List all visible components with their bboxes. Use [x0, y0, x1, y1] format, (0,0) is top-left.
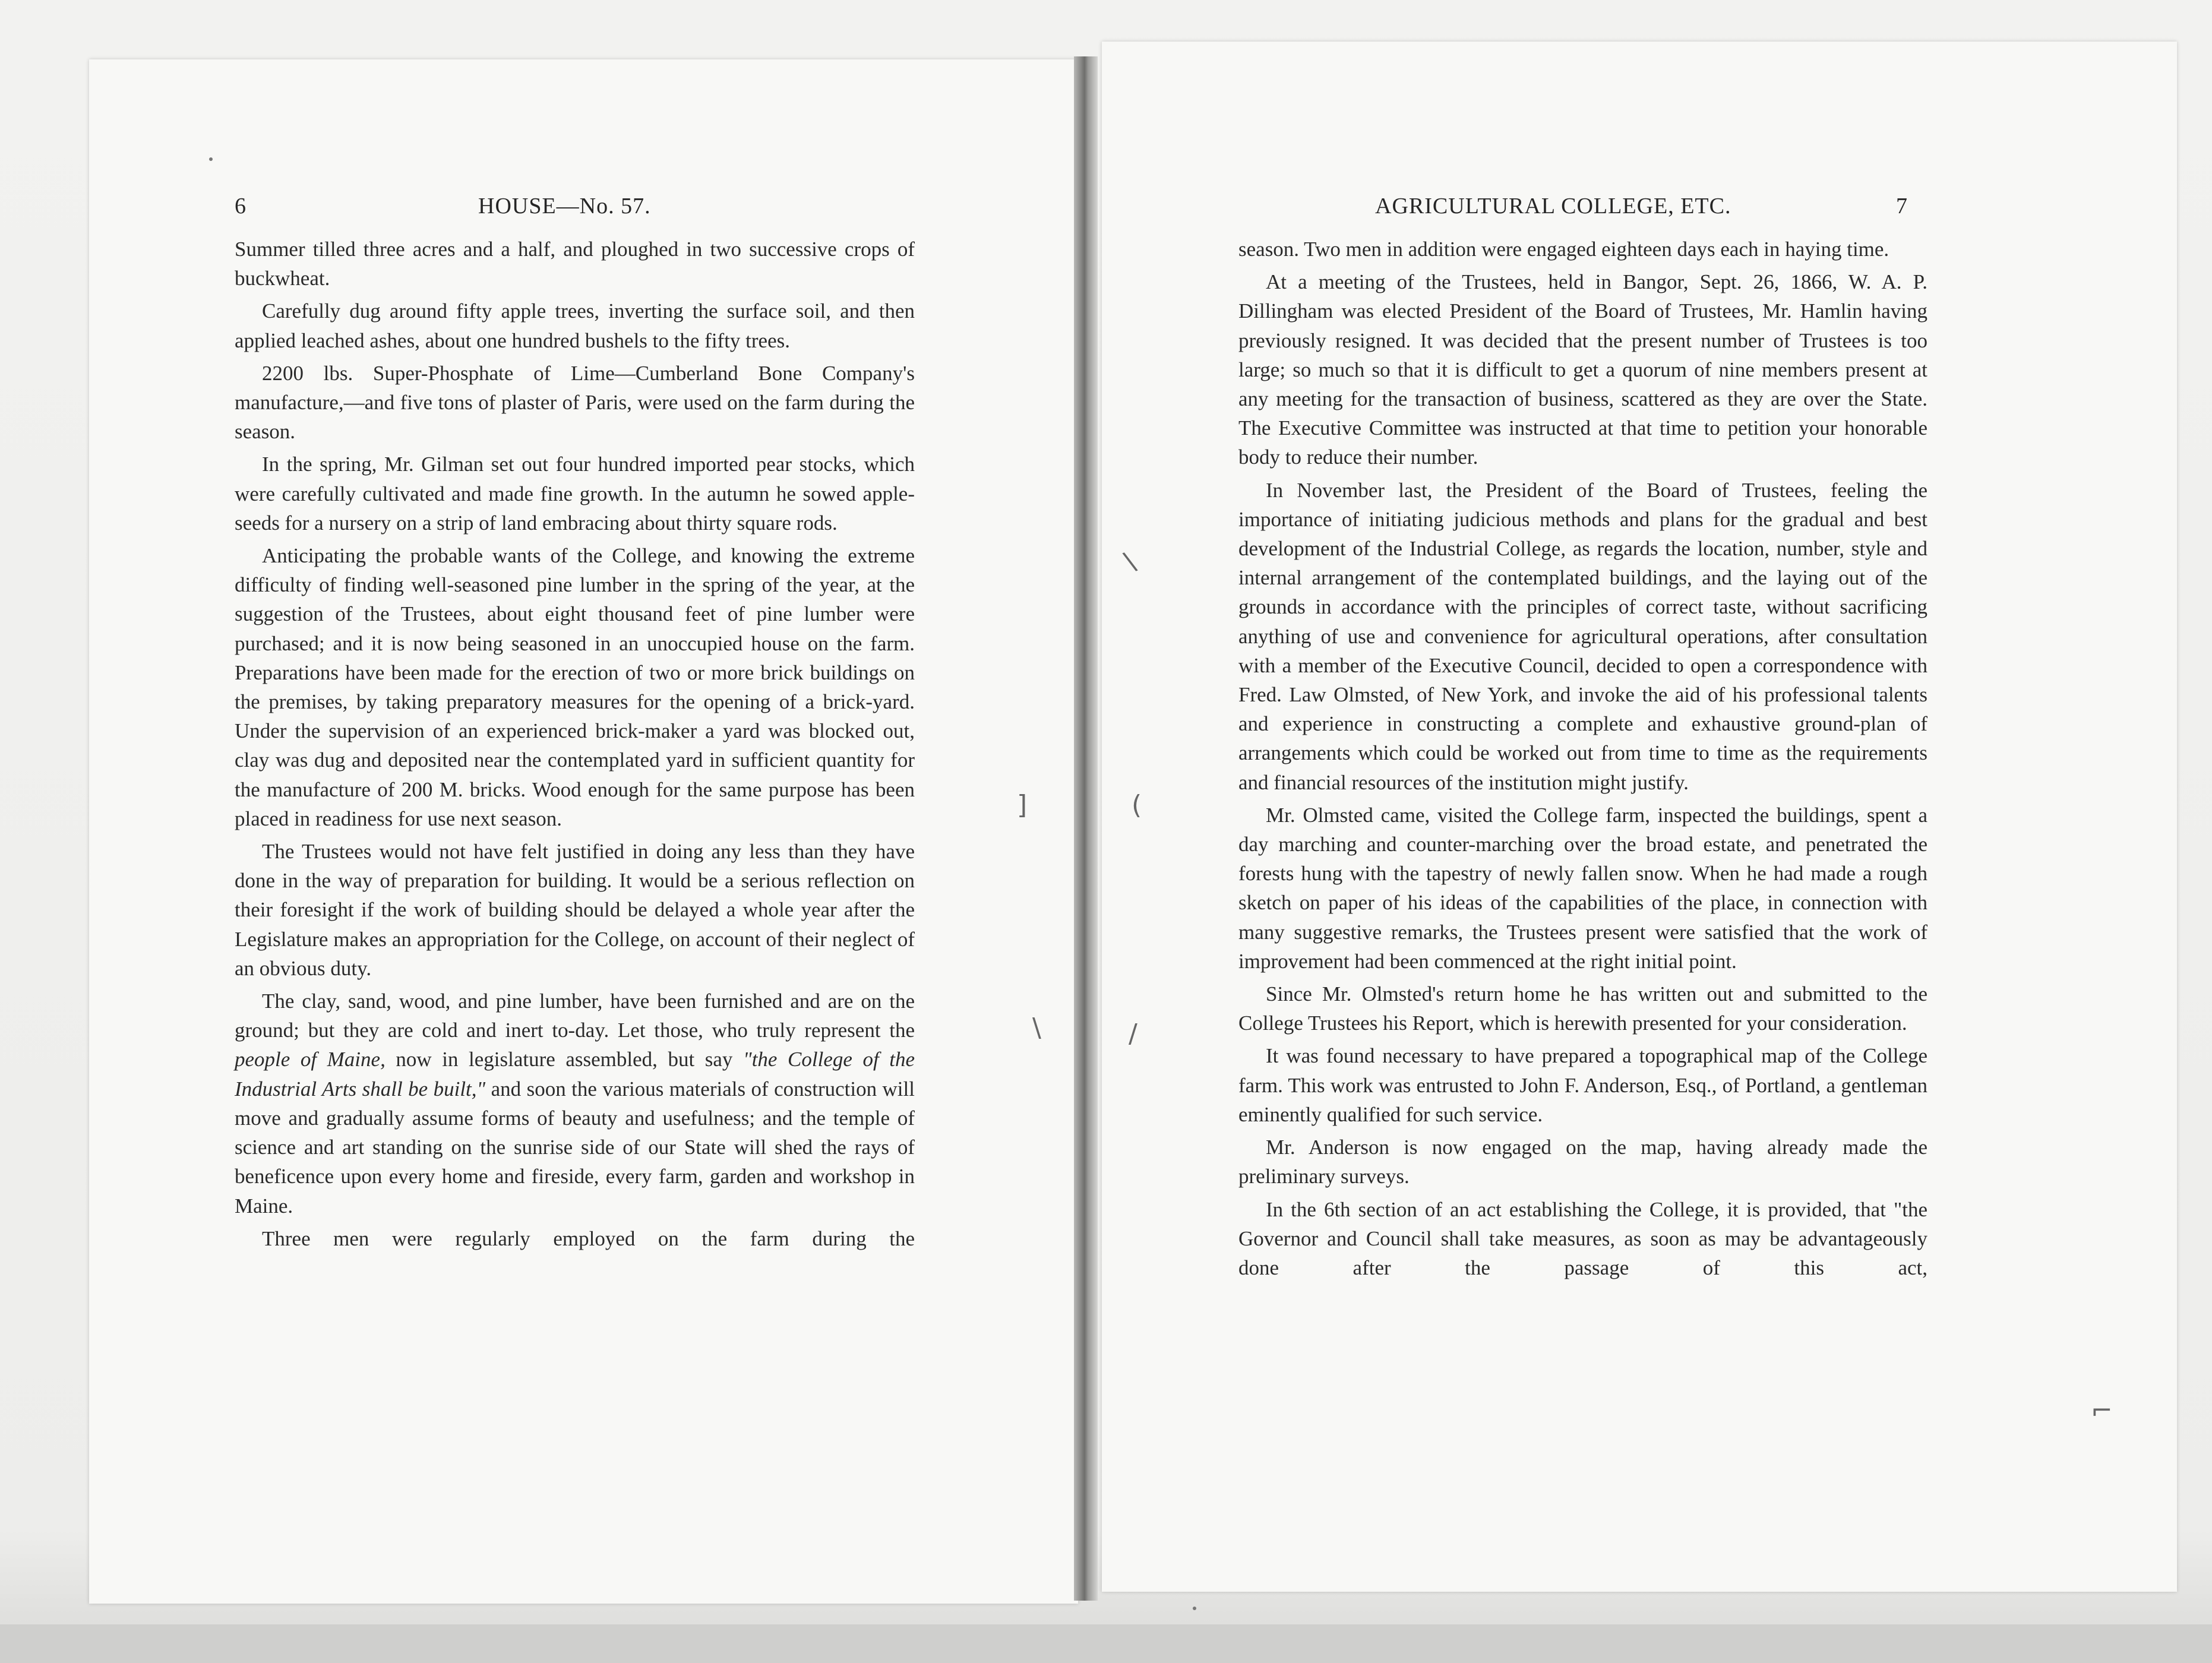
text-run: now in legislature assembled, but say [385, 1048, 743, 1071]
continued-paragraph: season. Two men in addition were engaged eighteen days each in haying time. [1238, 238, 1889, 261]
paragraph-with-italics [235, 987, 915, 1221]
left-running-head: HOUSE—No. 57. [478, 194, 651, 219]
text-run: and soon the various materials of construction will move and gradually assume forms of beauty and usefulness; and the temple of science and art standing on the sunrise side of our State will shed the rays of beneficence upon every home and fireside, every farm, garden and workshop in Maine. [235, 1077, 915, 1218]
margin-mark: / [1129, 1019, 1137, 1049]
margin-mark: \ [1120, 546, 1140, 577]
paragraph: Mr. Anderson is now engaged on the map, having already made the preliminary surveys. [1238, 1136, 1927, 1188]
right-running-head: AGRICULTURAL COLLEGE, ETC. [1375, 194, 1731, 219]
margin-mark: ] [1017, 790, 1028, 820]
paragraph: Since Mr. Olmsted's return home he has written out and submitted to the College Trustees his Report, which is herewith presented for your consideration. [1238, 982, 1927, 1035]
margin-mark: ( [1132, 790, 1142, 820]
italic-quote: "the College of the Industrial Arts shall be built," [235, 1048, 915, 1101]
paragraph: Summer tilled three acres and a half, and ploughed in two successive crops of buckwheat. [235, 238, 915, 290]
left-page-body [235, 235, 915, 1257]
paragraph: Three men were regularly employed on the farm during the [262, 1226, 915, 1250]
speck-mark [1193, 1607, 1196, 1610]
margin-mark: \ [1032, 1013, 1041, 1043]
paragraph: Anticipating the probable wants of the College, and knowing the extreme difficulty of finding well-seasoned pine lumber in the spring of the year, at the suggestion of the Trustees, about eight thousand feet of pine lumber were purchased; and it is now being seasoned in an unoccupied house on the farm. Preparations have been made for the erection of two or more brick buildings on the premises, by taking preparatory measures for the opening of a brick-yard. Under the supervision of an experienced brick-maker a yard was blocked out, clay was dug and deposited near the contemplated yard in sufficient quantity for the manufacture of 200 M. bricks. Wood enough for the same purpose has been placed in readiness for use next season. [235, 544, 915, 830]
margin-mark: ⌐ [2091, 1396, 2113, 1426]
italic-phrase: people of Maine, [235, 1048, 385, 1071]
left-page-number: 6 [235, 194, 247, 219]
paragraph: In the 6th section of an act establishing the College, it is provided, that "the Governor and Council shall take measures, as soon as may be advantageously done after the passage of this act, [1238, 1197, 1927, 1279]
paragraph: At a meeting of the Trustees, held in Bangor, Sept. 26, 1866, W. A. P. Dillingham was elected President of the Board of Trustees, Mr. Hamlin having previously resigned. It was decided that the present number of Trustees is too large; so much so that it is difficult to get a quorum of nine members present at any meeting for the transaction of business, scattered as they are over the State. The Executive Committee was instructed at that time to petition your honorable body to reduce their number. [1238, 270, 1927, 469]
paragraph: In November last, the President of the Board of Trustees, feeling the importance of initiating judicious methods and plans for the gradual and best development of the Industrial College, as regards the location, number, style and internal arrangement of the contemplated buildings, and the laying out of the grounds in accordance with the principles of correct taste, without sacrificing anything of use and convenience for agricultural operations, after consultation with a member of the Executive Council, decided to open a correspondence with Fred. Law Olmsted, of New York, and invoke the aid of his professional talents and experience in constructing a complete and exhaustive ground-plan of arrangements which could be worked out from time to time as the requirements and financial resources of the institution might justify. [1238, 478, 1927, 794]
paragraph: 2200 lbs. Super-Phosphate of Lime—Cumberland Bone Company's manufacture,—and five tons of plaster of Paris, were used on the farm during the season. [235, 361, 915, 444]
book-gutter [1074, 56, 1098, 1601]
paragraph: Mr. Olmsted came, visited the College farm, inspected the buildings, spent a day marching and counter-marching over the broad estate, and penetrated the forests hung with the tapestry of newly fallen snow. When he had made a rough sketch on paper of his ideas of the capabilities of the place, in connection with many suggestive remarks, the Trustees present were satisfied that the work of improvement had been commenced at the right initial point. [1238, 803, 1927, 973]
paragraph: In the spring, Mr. Gilman set out four hundred imported pear stocks, which were carefully cultivated and made fine growth. In the autumn he sowed apple-seeds for a nursery on a strip of land embracing about thirty square rods. [235, 453, 915, 535]
speck-mark [209, 157, 213, 161]
paragraph: Carefully dug around fifty apple trees, inverting the surface soil, and then applied leached ashes, about one hundred bushels to the fifty trees. [235, 299, 915, 352]
right-page-number: 7 [1896, 194, 1908, 219]
paragraph: It was found necessary to have prepared a topographical map of the College farm. This work was entrusted to John F. Anderson, Esq., of Portland, a gentleman eminently qualified for such service. [1238, 1044, 1927, 1126]
paragraph: The Trustees would not have felt justified in doing any less than they have done in the way of preparation for building. It would be a serious reflection on their foresight if the work of building should be delayed a whole year after the Legislature makes an appropriation for the College, on account of their neglect of an obvious duty. [235, 840, 915, 980]
scanner-bed-edge [0, 1624, 2212, 1663]
text-run: The clay, sand, wood, and pine lumber, have been furnished and are on the ground; but they are cold and inert to-day. Let those, who truly represent the [235, 989, 915, 1042]
right-page-body [1238, 235, 1927, 1286]
